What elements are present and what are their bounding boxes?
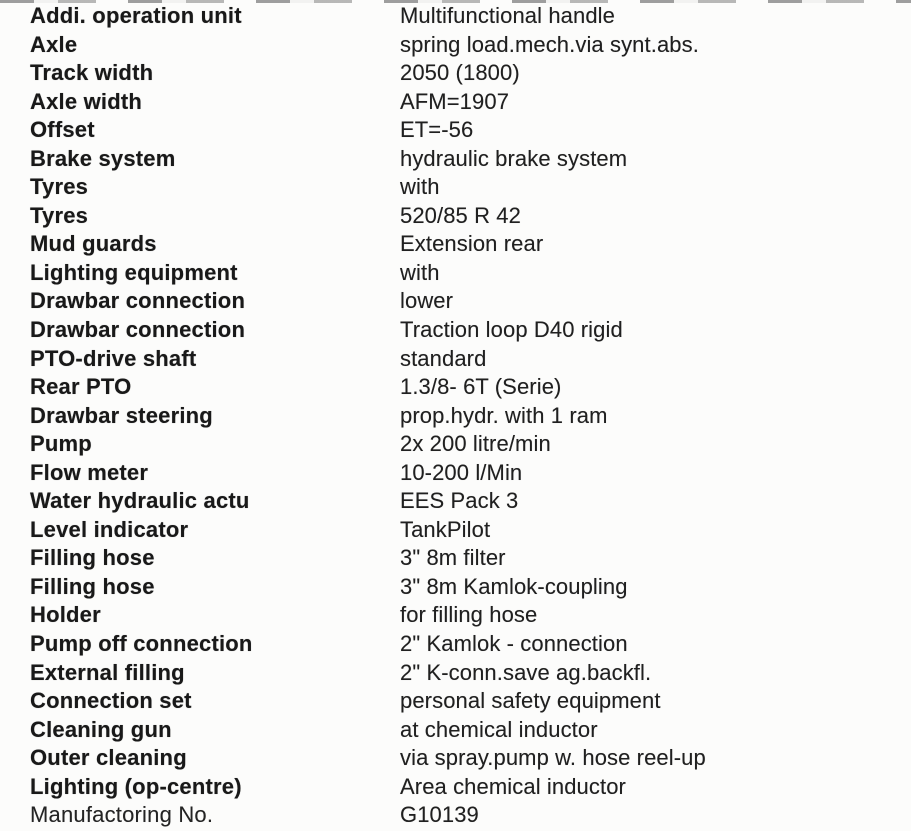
spec-value: 520/85 R 42 bbox=[400, 202, 521, 228]
spec-value: Traction loop D40 rigid bbox=[400, 317, 623, 343]
spec-label: Water hydraulic actu bbox=[30, 488, 250, 514]
spec-label: Filling hose bbox=[30, 545, 155, 571]
spec-label: Pump off connection bbox=[30, 631, 253, 657]
spec-label: Pump bbox=[30, 431, 92, 457]
spec-row bbox=[0, 459, 911, 488]
spec-row bbox=[0, 659, 911, 688]
spec-value: with bbox=[400, 259, 440, 285]
spec-row bbox=[0, 173, 911, 202]
spec-row bbox=[0, 716, 911, 745]
spec-row bbox=[0, 259, 911, 288]
spec-label: Axle width bbox=[30, 88, 143, 114]
spec-label: Brake system bbox=[30, 145, 176, 171]
spec-value: 10-200 l/Min bbox=[400, 459, 523, 485]
spec-row bbox=[0, 573, 911, 602]
spec-value: hydraulic brake system bbox=[400, 145, 628, 171]
spec-label: Manufactoring No. bbox=[30, 802, 214, 828]
spec-value: ET=-56 bbox=[400, 117, 474, 143]
spec-value: 2x 200 litre/min bbox=[400, 431, 551, 457]
spec-label: Drawbar steering bbox=[30, 402, 213, 428]
spec-value: with bbox=[400, 174, 440, 200]
spec-label: Tyres bbox=[30, 202, 89, 228]
spec-label: Outer cleaning bbox=[30, 745, 187, 771]
spec-row bbox=[0, 145, 911, 174]
spec-label: Tyres bbox=[30, 174, 89, 200]
spec-row bbox=[0, 88, 911, 117]
spec-value: 2050 (1800) bbox=[400, 60, 520, 86]
spec-row bbox=[0, 402, 911, 431]
spec-value: for filling hose bbox=[400, 602, 538, 628]
spec-label: Addi. operation unit bbox=[30, 3, 242, 28]
spec-label: External filling bbox=[30, 659, 185, 685]
spec-row bbox=[0, 801, 911, 830]
spec-label: Lighting equipment bbox=[30, 259, 238, 285]
spec-value: G10139 bbox=[400, 802, 479, 828]
spec-value: spring load.mech.via synt.abs. bbox=[400, 31, 699, 57]
spec-value: prop.hydr. with 1 ram bbox=[400, 402, 608, 428]
spec-row bbox=[0, 345, 911, 374]
spec-value: AFM=1907 bbox=[400, 88, 510, 114]
spec-value: 2" Kamlok - connection bbox=[400, 631, 628, 657]
spec-row bbox=[0, 630, 911, 659]
spec-label: Cleaning gun bbox=[30, 716, 172, 742]
spec-label: Level indicator bbox=[30, 516, 189, 542]
spec-value: 3" 8m Kamlok-coupling bbox=[400, 573, 628, 599]
spec-value: lower bbox=[400, 288, 454, 314]
spec-label: Mud guards bbox=[30, 231, 157, 257]
spec-row bbox=[0, 773, 911, 802]
spec-row bbox=[0, 687, 911, 716]
spec-value: standard bbox=[400, 345, 487, 371]
spec-label: Drawbar connection bbox=[30, 288, 246, 314]
spec-value: Area chemical inductor bbox=[400, 773, 626, 799]
spec-label: Track width bbox=[30, 60, 154, 86]
spec-row bbox=[0, 202, 911, 231]
spec-value: Extension rear bbox=[400, 231, 544, 257]
spec-row bbox=[0, 287, 911, 316]
spec-row bbox=[0, 230, 911, 259]
spec-row bbox=[0, 601, 911, 630]
spec-row bbox=[0, 744, 911, 773]
spec-value: Multifunctional handle bbox=[400, 3, 616, 28]
spec-row bbox=[0, 2, 911, 31]
spec-value: EES Pack 3 bbox=[400, 488, 519, 514]
spec-label: Flow meter bbox=[30, 459, 149, 485]
spec-label: Offset bbox=[30, 117, 95, 143]
spec-label: Rear PTO bbox=[30, 374, 132, 400]
spec-value: 2" K-conn.save ag.backfl. bbox=[400, 659, 652, 685]
spec-row bbox=[0, 516, 911, 545]
spec-row bbox=[0, 316, 911, 345]
spec-row bbox=[0, 487, 911, 516]
spec-value: 3" 8m filter bbox=[400, 545, 506, 571]
spec-value: 1.3/8- 6T (Serie) bbox=[400, 374, 562, 400]
spec-value: TankPilot bbox=[400, 516, 491, 542]
spec-label: Connection set bbox=[30, 688, 192, 714]
spec-row bbox=[0, 116, 911, 145]
spec-value: via spray.pump w. hose reel-up bbox=[400, 745, 706, 771]
spec-row bbox=[0, 373, 911, 402]
spec-label: Lighting (op-centre) bbox=[30, 773, 242, 799]
spec-row bbox=[0, 430, 911, 459]
spec-value: personal safety equipment bbox=[400, 688, 661, 714]
spec-label: Filling hose bbox=[30, 573, 155, 599]
spec-table bbox=[0, 2, 911, 830]
spec-label: Holder bbox=[30, 602, 101, 628]
spec-row bbox=[0, 31, 911, 60]
spec-label: Axle bbox=[30, 31, 78, 57]
spec-label: Drawbar connection bbox=[30, 317, 246, 343]
spec-label: PTO-drive shaft bbox=[30, 345, 197, 371]
spec-row bbox=[0, 544, 911, 573]
spec-row bbox=[0, 59, 911, 88]
spec-value: at chemical inductor bbox=[400, 716, 598, 742]
